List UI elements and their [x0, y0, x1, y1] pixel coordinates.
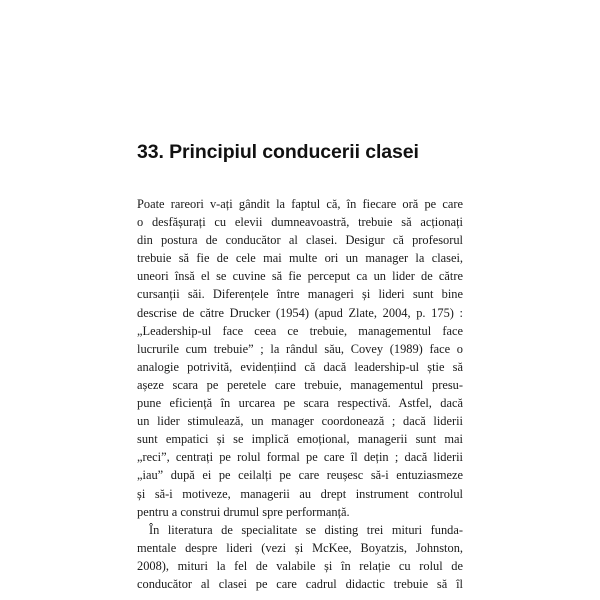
text-line: așeze scara pe peretele care trebuie, managementul presu-: [137, 377, 463, 392]
text-line: descrise de către Drucker (1954) (apud Zlate, 2004, p. 175) :: [137, 305, 463, 320]
text-line: o desfășurați cu elevii dumneavoastră, trebuie să acționați: [137, 215, 463, 230]
paragraph-2: [137, 521, 463, 593]
text-line: conducător al clasei pe care cadrul didactic trebuie să îl: [137, 576, 463, 591]
text-line: cursanții săi. Diferențele între manageri și lideri sunt bine: [137, 287, 463, 302]
text-line: lucrurile cum trebuie” ; la rândul său, Covey (1989) face o: [137, 341, 463, 356]
text-line: pune eficiență în urcarea pe scara respectivă. Astfel, dacă: [137, 396, 463, 411]
text-line: În literatura de specialitate se disting trei mituri funda-: [149, 522, 463, 537]
text-line: Poate rareori v-ați gândit la faptul că, în fiecare oră pe care: [137, 197, 463, 211]
text-line: un lider stimulează, un manager coordonează ; dacă liderii: [137, 414, 463, 429]
text-line: 2008), mituri la fel de valabile și în relație cu rolul de: [137, 558, 463, 573]
text-line: „iau” după ei pe ceilalți pe care reușesc să-i entuziasmeze: [137, 468, 463, 483]
text-line: din postura de conducător al clasei. Desigur că profesorul: [137, 233, 463, 248]
text-line: pentru a construi drumul spre performanță.: [137, 504, 350, 519]
text-line: sunt empatici și se implică emoțional, managerii sunt mai: [137, 432, 463, 447]
text-line: uneori însă el se cuvine să fie perceput ca un lider de către: [137, 269, 463, 284]
paragraph-1: [137, 195, 463, 521]
text-line: și să-i motiveze, managerii au drept instrument controlul: [137, 486, 463, 501]
text-line: „Leadership-ul face ceea ce trebuie, managementul face: [137, 323, 463, 338]
text-line: mentale despre lideri (vezi și McKee, Boyatzis, Johnston,: [137, 540, 463, 555]
text-line: „reci”, centrați pe rolul formal pe care îl dețin ; dacă liderii: [137, 450, 463, 465]
text-line: trebuie să fie de cele mai multe ori un manager la clasei,: [137, 251, 463, 266]
chapter-body: [137, 195, 463, 593]
text-line: analogie potrivită, evidențiind că dacă leadership-ul știe să: [137, 359, 463, 374]
chapter-title: 33. Principiul conducerii clasei: [137, 141, 419, 163]
